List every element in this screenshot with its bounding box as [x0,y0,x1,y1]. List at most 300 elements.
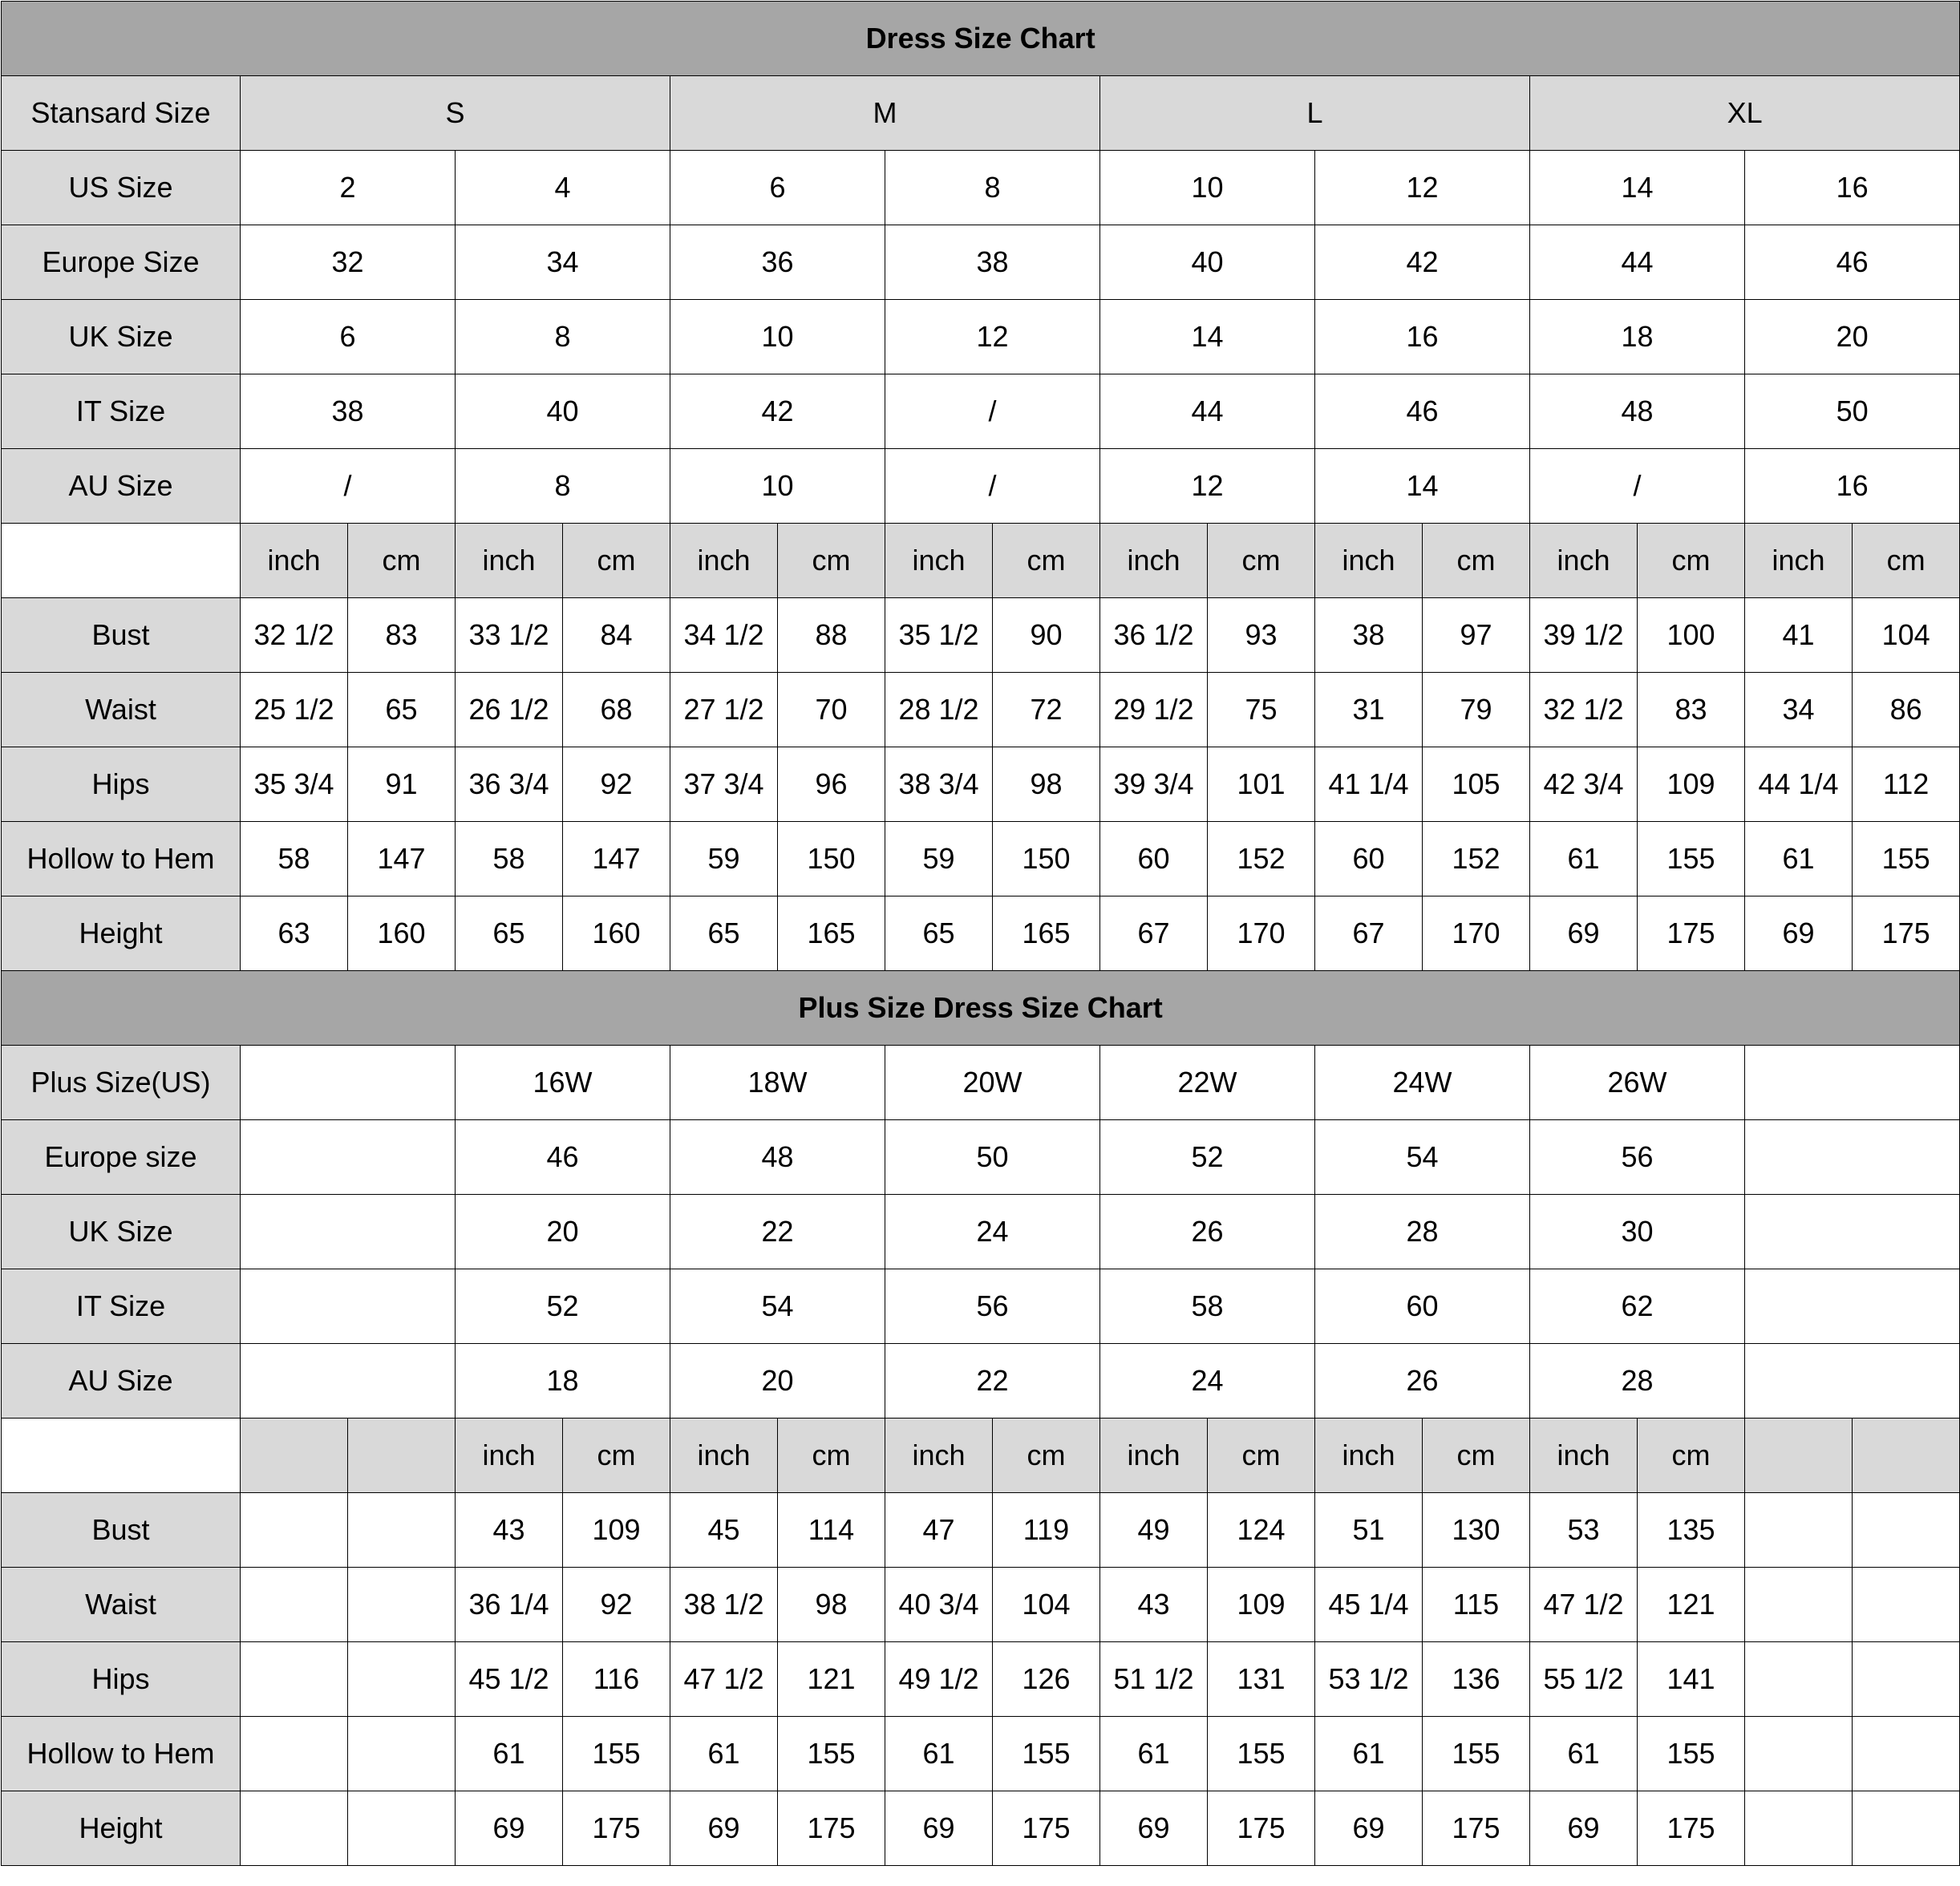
plus-measure-row [2,1642,1960,1717]
measure-cell: 44 1/4 [1745,747,1853,822]
measure-cell [348,1568,456,1642]
measure-cell: 104 [1853,598,1960,673]
unit-header: inch [1530,524,1638,598]
measure-cell [1745,1791,1853,1866]
measure-cell: 152 [1208,822,1315,896]
measure-cell: 116 [563,1642,670,1717]
measure-cell: 130 [1423,1493,1530,1568]
unit-header: cm [348,524,456,598]
size-cell: / [1530,449,1745,524]
measure-cell [1853,1717,1960,1791]
size-cell: 22 [670,1195,885,1269]
standard-size-row [2,225,1960,300]
size-cell: 20 [456,1195,670,1269]
unit-header: inch [1745,524,1853,598]
measure-cell: 124 [1208,1493,1315,1568]
measure-cell: 126 [993,1642,1100,1717]
size-cell: 40 [456,374,670,449]
measure-cell: 86 [1853,673,1960,747]
size-cell: 24 [885,1195,1100,1269]
size-cell: 46 [1745,225,1960,300]
measure-cell: 61 [1315,1717,1423,1791]
row-label: Waist [2,1568,241,1642]
measure-cell: 47 [885,1493,993,1568]
size-cell: 52 [456,1269,670,1344]
size-cell: 4 [456,151,670,225]
measure-cell [1853,1568,1960,1642]
measure-cell: 42 3/4 [1530,747,1638,822]
row-label: Hips [2,1642,241,1717]
measure-cell: 45 [670,1493,778,1568]
measure-cell: 121 [778,1642,885,1717]
measure-cell: 63 [241,896,348,971]
measure-cell: 67 [1315,896,1423,971]
size-cell: 58 [1100,1269,1315,1344]
unit-row-blank [2,1419,241,1493]
size-cell: 46 [1315,374,1530,449]
measure-cell: 60 [1100,822,1208,896]
measure-cell: 92 [563,1568,670,1642]
size-cell: 44 [1530,225,1745,300]
size-cell: 26W [1530,1046,1745,1120]
size-cell: 18 [1530,300,1745,374]
size-cell: 18W [670,1046,885,1120]
measure-cell: 79 [1423,673,1530,747]
measure-cell: 175 [993,1791,1100,1866]
measure-cell: 68 [563,673,670,747]
plus-measure-row [2,1568,1960,1642]
measure-cell: 114 [778,1493,885,1568]
size-chart-body [2,2,1960,1866]
size-cell: 12 [1100,449,1315,524]
measure-cell [348,1642,456,1717]
size-group-header: S [241,76,670,151]
measure-cell [348,1791,456,1866]
row-label: Hips [2,747,241,822]
measure-cell: 45 1/4 [1315,1568,1423,1642]
plus-unit-row [2,1419,1960,1493]
measure-cell: 75 [1208,673,1315,747]
measure-cell: 115 [1423,1568,1530,1642]
measure-cell: 35 1/2 [885,598,993,673]
measure-cell: 97 [1423,598,1530,673]
measure-cell [241,1642,348,1717]
unit-header: inch [670,524,778,598]
size-cell: 8 [885,151,1100,225]
measure-cell [1853,1791,1960,1866]
unit-header: inch [885,524,993,598]
unit-row-blank [2,524,241,598]
size-cell: 54 [1315,1120,1530,1195]
measure-cell: 65 [456,896,563,971]
size-cell: / [885,374,1100,449]
measure-cell [1745,1642,1853,1717]
size-cell: 10 [670,449,885,524]
measure-cell: 175 [1208,1791,1315,1866]
measure-cell: 131 [1208,1642,1315,1717]
plus-size-row [2,1046,1960,1120]
measure-cell: 109 [1208,1568,1315,1642]
size-cell: 40 [1100,225,1315,300]
measure-cell: 175 [778,1791,885,1866]
size-cell: 46 [456,1120,670,1195]
unit-header: cm [993,1419,1100,1493]
measure-cell: 119 [993,1493,1100,1568]
measure-cell: 61 [885,1717,993,1791]
measure-cell [1853,1493,1960,1568]
size-cell: 48 [1530,374,1745,449]
measure-cell: 61 [1530,1717,1638,1791]
measure-cell: 69 [1315,1791,1423,1866]
size-cell: 32 [241,225,456,300]
measure-cell: 147 [563,822,670,896]
measure-cell: 69 [1530,896,1638,971]
standard-size-row [2,300,1960,374]
measure-cell: 96 [778,747,885,822]
measure-cell: 36 3/4 [456,747,563,822]
measure-cell [241,1568,348,1642]
unit-header [1745,1419,1853,1493]
measure-cell: 65 [670,896,778,971]
measure-cell: 155 [1638,822,1745,896]
standard-size-row [2,374,1960,449]
standard-title-row [2,2,1960,76]
measure-cell: 83 [348,598,456,673]
size-cell: 20W [885,1046,1100,1120]
measure-cell [1745,1717,1853,1791]
size-group-header: XL [1530,76,1960,151]
unit-header: inch [670,1419,778,1493]
unit-header: cm [1638,524,1745,598]
size-cell: 16 [1745,449,1960,524]
row-label: Hollow to Hem [2,1717,241,1791]
unit-header: cm [563,1419,670,1493]
measure-cell: 59 [885,822,993,896]
size-cell: 26 [1315,1344,1530,1419]
size-cell [1745,1344,1960,1419]
measure-cell: 72 [993,673,1100,747]
unit-header: inch [241,524,348,598]
measure-cell: 47 1/2 [1530,1568,1638,1642]
standard-size-row [2,151,1960,225]
size-cell: 54 [670,1269,885,1344]
unit-header: cm [563,524,670,598]
measure-cell: 58 [456,822,563,896]
unit-header: inch [1315,524,1423,598]
size-cell: 12 [885,300,1100,374]
size-cell: / [241,449,456,524]
unit-header [1853,1419,1960,1493]
size-group-header: L [1100,76,1530,151]
measure-cell: 55 1/2 [1530,1642,1638,1717]
measure-cell [348,1717,456,1791]
size-cell: 44 [1100,374,1315,449]
size-cell [241,1046,456,1120]
measure-cell: 136 [1423,1642,1530,1717]
measure-cell: 61 [456,1717,563,1791]
measure-cell: 32 1/2 [241,598,348,673]
unit-header: cm [1638,1419,1745,1493]
measure-cell: 175 [1638,896,1745,971]
measure-cell: 160 [348,896,456,971]
measure-cell: 92 [563,747,670,822]
row-label: Waist [2,673,241,747]
measure-cell: 175 [563,1791,670,1866]
measure-cell: 31 [1315,673,1423,747]
size-cell: 26 [1100,1195,1315,1269]
measure-cell: 69 [1100,1791,1208,1866]
plus-size-row [2,1344,1960,1419]
standard-chart-title: Dress Size Chart [2,2,1960,76]
measure-cell: 36 1/2 [1100,598,1208,673]
measure-cell: 93 [1208,598,1315,673]
size-cell: 14 [1100,300,1315,374]
row-label: Europe size [2,1120,241,1195]
unit-header: cm [1853,524,1960,598]
size-cell: 20 [670,1344,885,1419]
standard-unit-row [2,524,1960,598]
unit-header: inch [1100,524,1208,598]
measure-cell: 155 [1208,1717,1315,1791]
measure-cell: 65 [348,673,456,747]
size-cell: / [885,449,1100,524]
size-cell: 36 [670,225,885,300]
unit-header: cm [1208,524,1315,598]
size-cell [1745,1120,1960,1195]
size-cell: 8 [456,449,670,524]
size-cell: 16 [1745,151,1960,225]
row-label: AU Size [2,449,241,524]
size-cell: 34 [456,225,670,300]
measure-cell: 155 [563,1717,670,1791]
measure-cell [1853,1642,1960,1717]
measure-cell: 51 1/2 [1100,1642,1208,1717]
size-cell: 42 [1315,225,1530,300]
measure-cell: 160 [563,896,670,971]
measure-cell: 53 [1530,1493,1638,1568]
row-label: Plus Size(US) [2,1046,241,1120]
row-label: IT Size [2,374,241,449]
measure-cell: 104 [993,1568,1100,1642]
row-label: Height [2,896,241,971]
measure-cell: 175 [1638,1791,1745,1866]
row-label: UK Size [2,1195,241,1269]
measure-cell: 61 [670,1717,778,1791]
measure-cell: 155 [1638,1717,1745,1791]
measure-cell: 155 [778,1717,885,1791]
measure-cell: 59 [670,822,778,896]
plus-measure-row [2,1493,1960,1568]
measure-cell: 175 [1853,896,1960,971]
measure-cell: 27 1/2 [670,673,778,747]
measure-cell: 67 [1100,896,1208,971]
size-cell: 10 [670,300,885,374]
measure-cell: 155 [1423,1717,1530,1791]
unit-header: inch [456,1419,563,1493]
measure-cell: 38 [1315,598,1423,673]
measure-cell: 150 [778,822,885,896]
size-cell [241,1344,456,1419]
measure-cell: 141 [1638,1642,1745,1717]
measure-cell: 43 [456,1493,563,1568]
measure-cell: 109 [563,1493,670,1568]
plus-size-row [2,1269,1960,1344]
unit-header: inch [456,524,563,598]
unit-header [348,1419,456,1493]
measure-cell: 105 [1423,747,1530,822]
measure-cell: 41 [1745,598,1853,673]
measure-cell: 53 1/2 [1315,1642,1423,1717]
size-cell: 60 [1315,1269,1530,1344]
measure-cell: 65 [885,896,993,971]
size-cell: 2 [241,151,456,225]
size-cell: 38 [885,225,1100,300]
plus-chart-title: Plus Size Dress Size Chart [2,971,1960,1046]
measure-cell: 33 1/2 [456,598,563,673]
size-cell: 12 [1315,151,1530,225]
unit-header: inch [1530,1419,1638,1493]
size-cell [1745,1046,1960,1120]
standard-measure-row [2,896,1960,971]
measure-cell: 165 [778,896,885,971]
standard-measure-row [2,747,1960,822]
size-group-header: M [670,76,1100,151]
measure-cell: 38 3/4 [885,747,993,822]
size-cell: 8 [456,300,670,374]
measure-cell: 150 [993,822,1100,896]
measure-cell: 39 1/2 [1530,598,1638,673]
size-cell: 24 [1100,1344,1315,1419]
measure-cell: 112 [1853,747,1960,822]
standard-measure-row [2,822,1960,896]
size-cell: 28 [1315,1195,1530,1269]
plus-size-row [2,1120,1960,1195]
standard-size-group-row [2,76,1960,151]
row-label: IT Size [2,1269,241,1344]
unit-header [241,1419,348,1493]
size-cell [241,1195,456,1269]
measure-cell: 152 [1423,822,1530,896]
measure-cell: 41 1/4 [1315,747,1423,822]
row-label: Bust [2,598,241,673]
size-chart-table [1,1,1960,1866]
row-label: Stansard Size [2,76,241,151]
measure-cell [348,1493,456,1568]
measure-cell: 34 1/2 [670,598,778,673]
plus-size-row [2,1195,1960,1269]
measure-cell: 45 1/2 [456,1642,563,1717]
size-cell [241,1269,456,1344]
measure-cell: 35 3/4 [241,747,348,822]
measure-cell: 98 [993,747,1100,822]
unit-header: inch [1315,1419,1423,1493]
standard-size-row [2,449,1960,524]
row-label: US Size [2,151,241,225]
measure-cell: 170 [1423,896,1530,971]
measure-cell: 135 [1638,1493,1745,1568]
measure-cell: 43 [1100,1568,1208,1642]
size-cell: 28 [1530,1344,1745,1419]
measure-cell: 69 [456,1791,563,1866]
measure-cell: 91 [348,747,456,822]
measure-cell: 61 [1100,1717,1208,1791]
measure-cell: 36 1/4 [456,1568,563,1642]
size-cell: 6 [241,300,456,374]
measure-cell: 51 [1315,1493,1423,1568]
measure-cell: 25 1/2 [241,673,348,747]
measure-cell: 84 [563,598,670,673]
measure-cell: 155 [993,1717,1100,1791]
size-cell: 22 [885,1344,1100,1419]
measure-cell: 121 [1638,1568,1745,1642]
measure-cell [1745,1568,1853,1642]
measure-cell: 49 [1100,1493,1208,1568]
size-cell: 10 [1100,151,1315,225]
measure-cell [241,1791,348,1866]
unit-header: inch [885,1419,993,1493]
measure-cell: 165 [993,896,1100,971]
row-label: Height [2,1791,241,1866]
size-cell: 52 [1100,1120,1315,1195]
size-cell: 56 [1530,1120,1745,1195]
measure-cell: 98 [778,1568,885,1642]
size-cell: 56 [885,1269,1100,1344]
measure-cell: 83 [1638,673,1745,747]
size-cell: 22W [1100,1046,1315,1120]
measure-cell: 90 [993,598,1100,673]
measure-cell: 26 1/2 [456,673,563,747]
measure-cell: 29 1/2 [1100,673,1208,747]
measure-cell: 69 [1745,896,1853,971]
measure-cell: 39 3/4 [1100,747,1208,822]
row-label: Europe Size [2,225,241,300]
measure-cell: 58 [241,822,348,896]
row-label: Bust [2,1493,241,1568]
size-cell: 16 [1315,300,1530,374]
plus-measure-row [2,1717,1960,1791]
measure-cell: 47 1/2 [670,1642,778,1717]
size-cell [241,1120,456,1195]
size-cell: 30 [1530,1195,1745,1269]
measure-cell: 28 1/2 [885,673,993,747]
unit-header: cm [1423,524,1530,598]
size-cell: 6 [670,151,885,225]
unit-header: cm [778,1419,885,1493]
size-cell: 14 [1530,151,1745,225]
row-label: UK Size [2,300,241,374]
size-cell: 50 [885,1120,1100,1195]
measure-cell: 147 [348,822,456,896]
measure-cell: 69 [1530,1791,1638,1866]
size-cell [1745,1195,1960,1269]
measure-cell: 70 [778,673,885,747]
measure-cell: 61 [1745,822,1853,896]
measure-cell: 69 [885,1791,993,1866]
measure-cell: 170 [1208,896,1315,971]
size-cell: 42 [670,374,885,449]
measure-cell: 109 [1638,747,1745,822]
plus-measure-row [2,1791,1960,1866]
unit-header: cm [1423,1419,1530,1493]
measure-cell: 38 1/2 [670,1568,778,1642]
measure-cell: 69 [670,1791,778,1866]
plus-title-row [2,971,1960,1046]
size-cell: 62 [1530,1269,1745,1344]
size-cell [1745,1269,1960,1344]
measure-cell: 49 1/2 [885,1642,993,1717]
measure-cell [241,1493,348,1568]
size-cell: 50 [1745,374,1960,449]
